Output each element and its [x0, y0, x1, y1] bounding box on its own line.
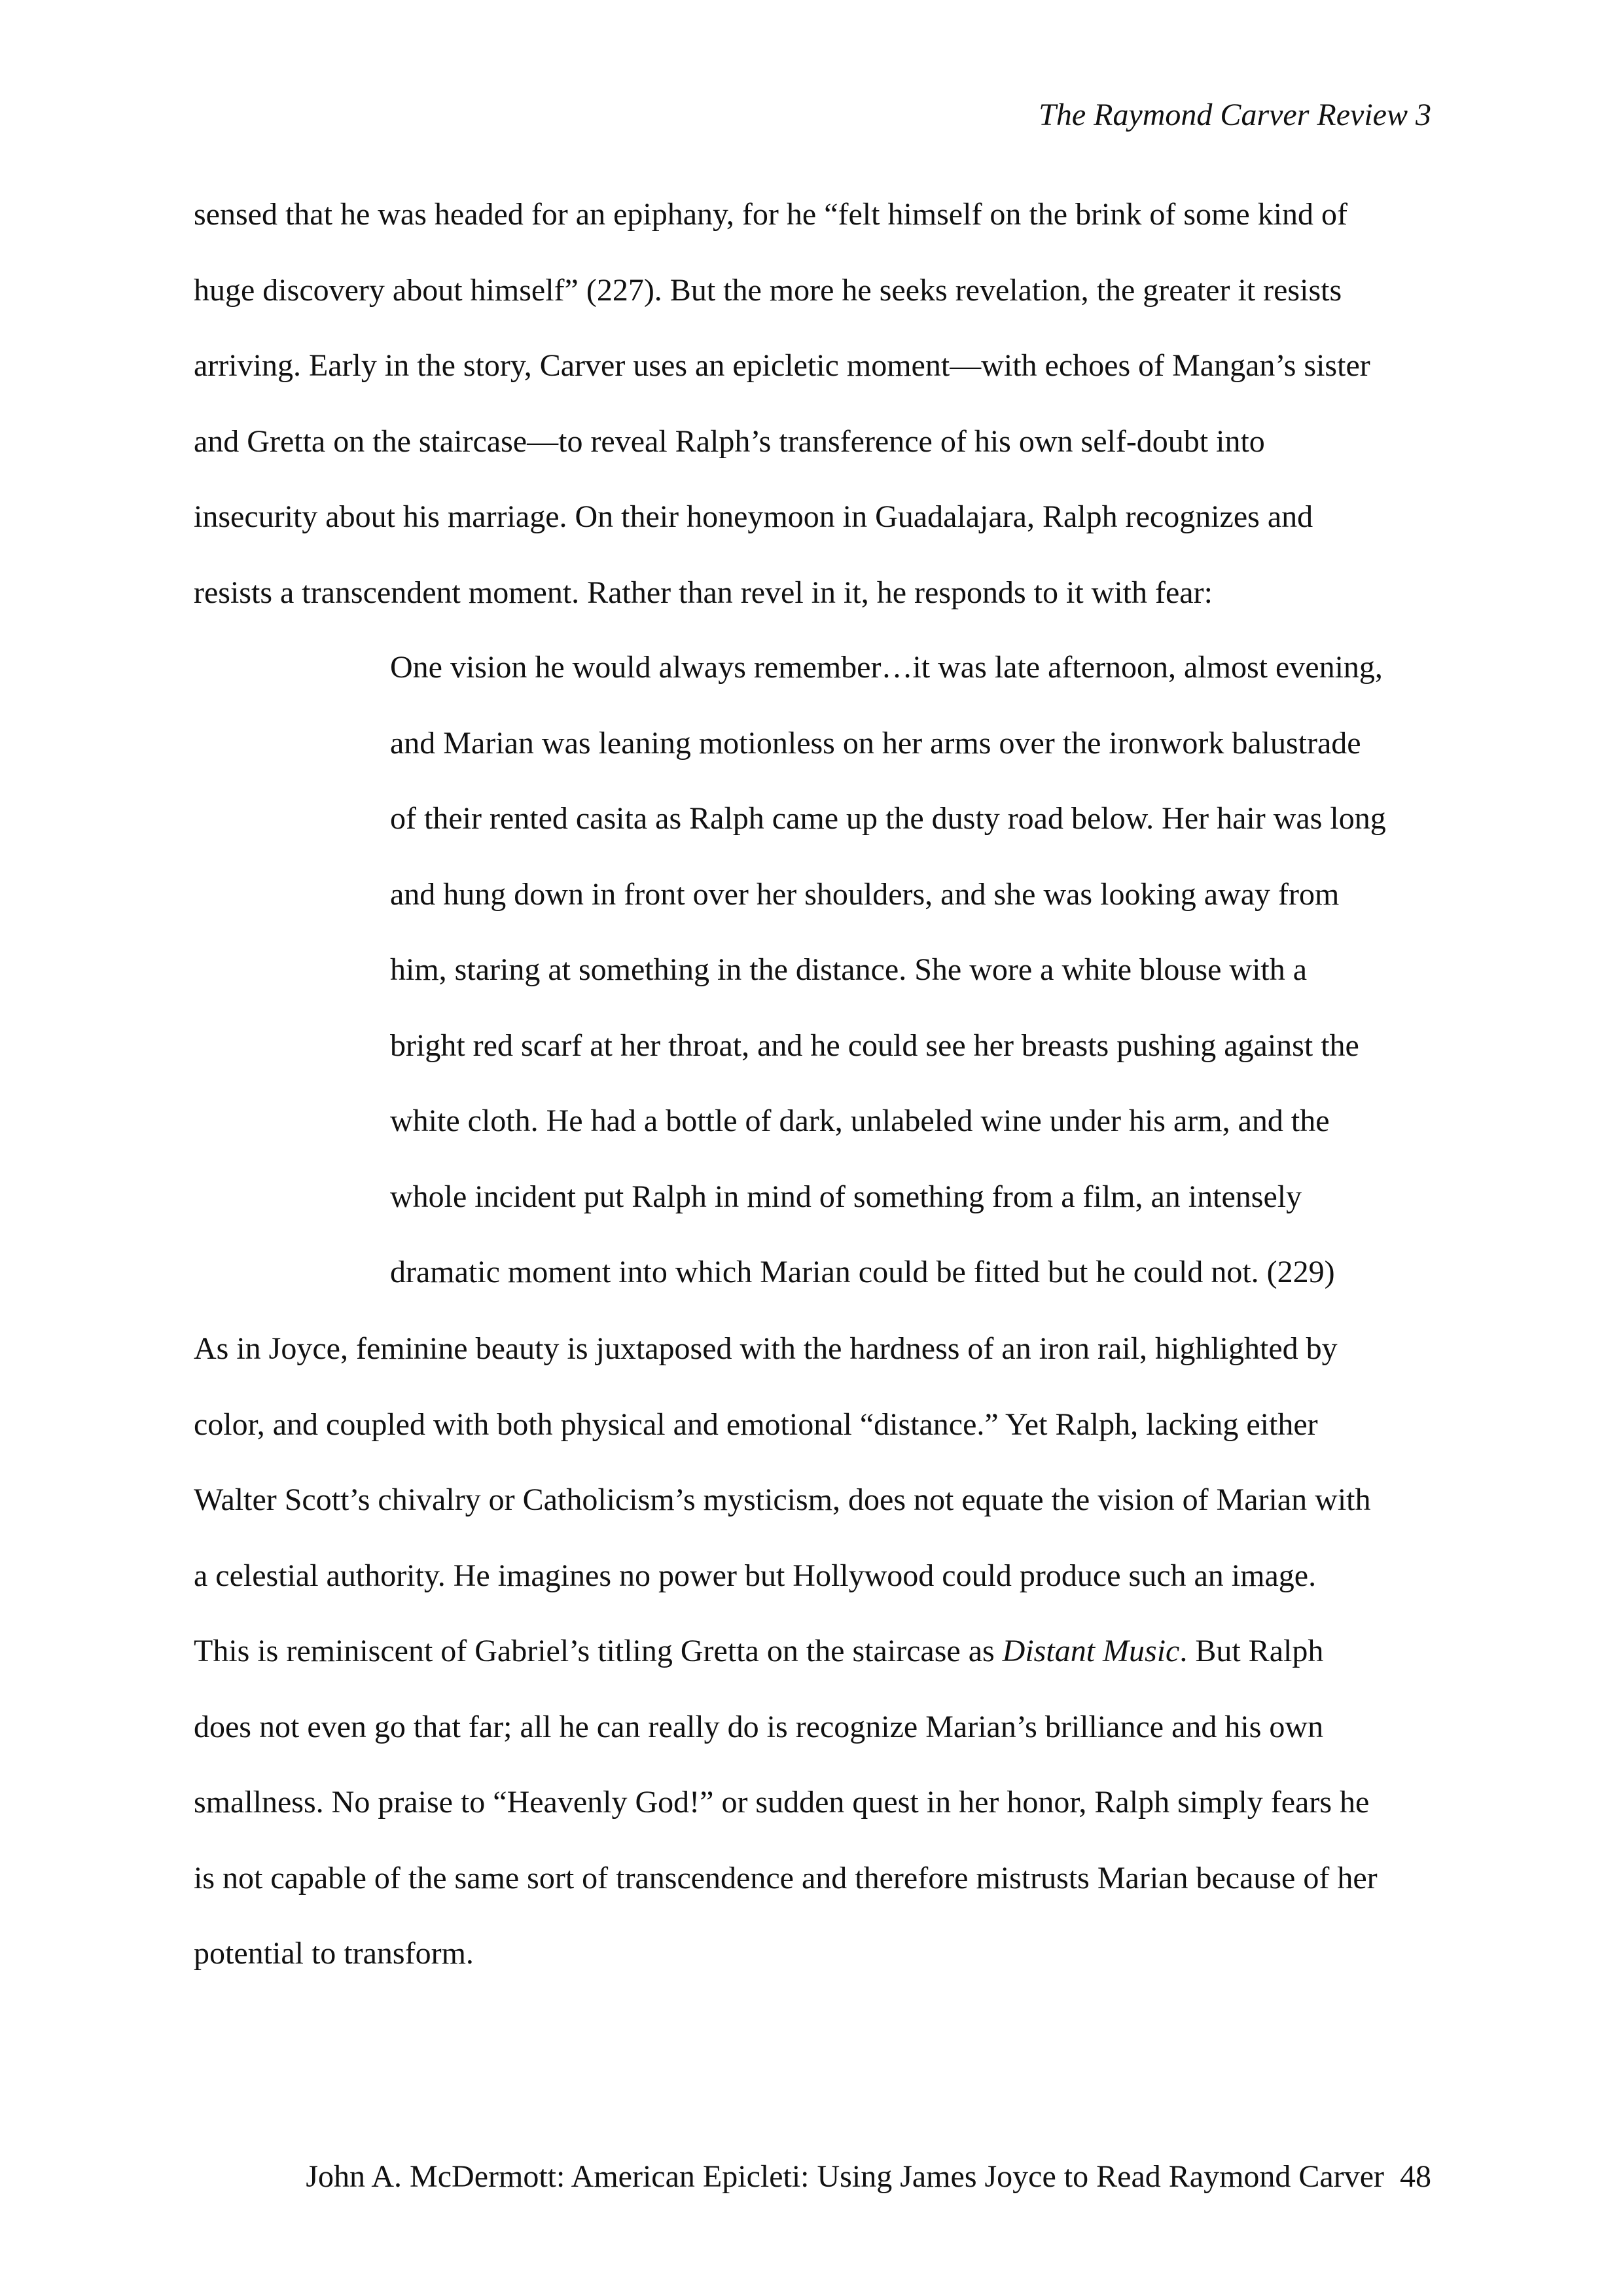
work-title-italic: Distant Music: [1002, 1634, 1180, 1668]
text-line: Walter Scott’s chivalry or Catholicism’s mysticism, does not equate the vision of Marian with: [194, 1482, 1371, 1517]
text-line: sensed that he was headed for an epiphany, for he “felt himself on the brink of some kind of: [194, 197, 1348, 232]
text-segment: . But Ralph: [1179, 1634, 1324, 1668]
block-quote: [390, 630, 1437, 1310]
quote-line: and hung down in front over her shoulders, and she was looking away from: [390, 876, 1340, 912]
text-segment: This is reminiscent of Gabriel’s titling Gretta on the staircase as: [194, 1634, 1003, 1668]
body-paragraph-1: [194, 177, 1437, 630]
text-line: potential to transform.: [194, 1936, 474, 1971]
text-line: As in Joyce, feminine beauty is juxtaposed with the hardness of an iron rail, highlighted by: [194, 1331, 1338, 1366]
text-line: smallness. No praise to “Heavenly God!” or sudden quest in her honor, Ralph simply fears he: [194, 1785, 1370, 1820]
quote-line: whole incident put Ralph in mind of something from a film, an intensely: [390, 1179, 1302, 1214]
quote-line: and Marian was leaning motionless on her arms over the ironwork balustrade: [390, 725, 1361, 761]
quote-line: dramatic moment into which Marian could be fitted but he could not. (229): [390, 1255, 1335, 1289]
page-number: 48: [1400, 2159, 1431, 2194]
text-line: does not even go that far; all he can really do is recognize Marian’s brilliance and his own: [194, 1709, 1324, 1744]
text-line: color, and coupled with both physical and emotional “distance.” Yet Ralph, lacking either: [194, 1407, 1318, 1442]
page-footer: [306, 2157, 1431, 2197]
text-line-with-title: [194, 1613, 1437, 1689]
quote-line: white cloth. He had a bottle of dark, unlabeled wine under his arm, and the: [390, 1103, 1330, 1138]
quote-line: One vision he would always remember…it was late afternoon, almost evening,: [390, 650, 1383, 685]
text-line: huge discovery about himself” (227). But the more he seeks revelation, the greater it resists: [194, 272, 1342, 308]
body-paragraph-2: [194, 1311, 1437, 1992]
text-line: resists a transcendent moment. Rather than revel in it, he responds to it with fear:: [194, 575, 1213, 610]
footer-citation: John A. McDermott: American Epicleti: Using James Joyce to Read Raymond Carver: [306, 2159, 1384, 2194]
quote-line: him, staring at something in the distance. She wore a white blouse with a: [390, 952, 1308, 987]
text-line: and Gretta on the staircase—to reveal Ralph’s transference of his own self-doubt into: [194, 423, 1265, 459]
text-line: insecurity about his marriage. On their honeymoon in Guadalajara, Ralph recognizes and: [194, 499, 1313, 534]
text-line: a celestial authority. He imagines no power but Hollywood could produce such an image.: [194, 1558, 1317, 1593]
text-line: is not capable of the same sort of transcendence and therefore mistrusts Marian because of her: [194, 1860, 1378, 1895]
quote-line: of their rented casita as Ralph came up the dusty road below. Her hair was long: [390, 801, 1386, 836]
quote-line: bright red scarf at her throat, and he could see her breasts pushing against the: [390, 1028, 1359, 1063]
text-line: arriving. Early in the story, Carver uses an epicletic moment—with echoes of Mangan’s sister: [194, 348, 1370, 383]
running-head: The Raymond Carver Review 3: [1039, 98, 1431, 132]
